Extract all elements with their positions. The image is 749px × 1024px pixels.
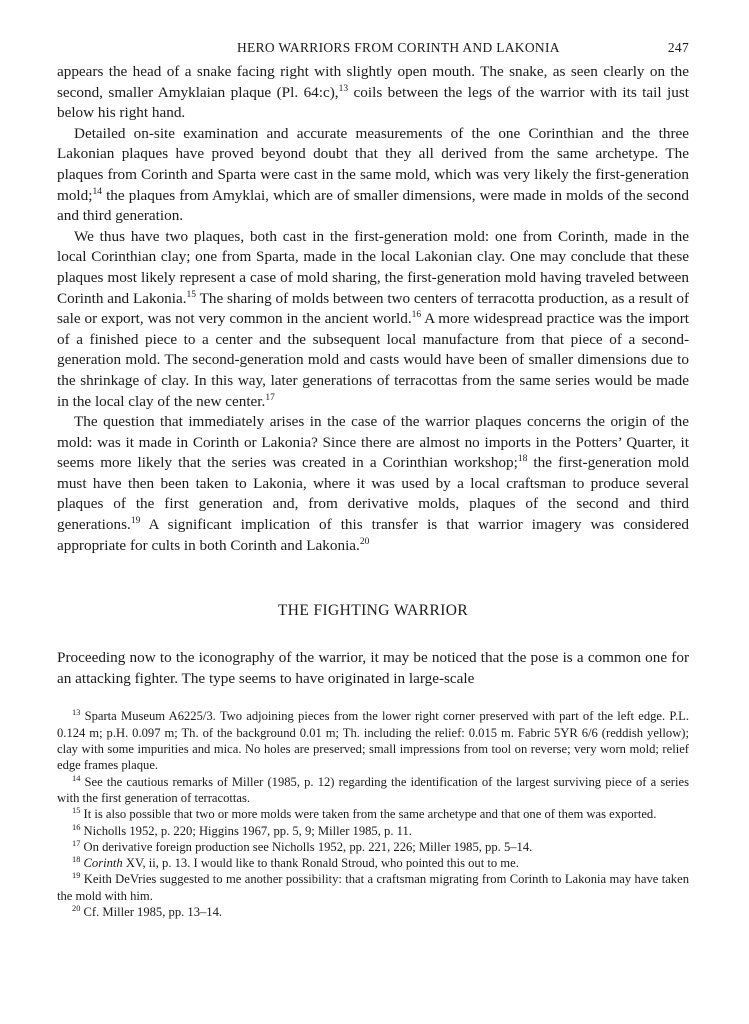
text-run: the plaques from Amyklai, which are of smaller dimensions, were made in molds of the second and third generation. (57, 186, 689, 225)
text-run: Detailed on-site examination and accurate measurements of the one Corinthian and the three Lakonian plaques have proved beyond doubt that they all derived from the same archetype. The plaques from Corinth and Sparta were cast in the same mold, which was very likely the first-generation mold; (57, 124, 689, 204)
text-run: We thus have two plaques, both cast in the first-generation mold: one from Corinth, made in the local Corinthian clay; one from Sparta, made in the local Lakonian clay. One may conclude that these plaques most likely represent a case of mold sharing, the first-generation mold having traveled between Corinth and Lakonia. (57, 227, 689, 307)
text-run: Proceeding now to the iconography of the warrior, it may be noticed that the pose is a common one for an attacking fighter. The type seems to have originated in large-scale (57, 649, 689, 687)
footnote (57, 855, 689, 871)
body-text (57, 62, 689, 689)
text-run: Cf. Miller 1985, pp. 13–14. (80, 905, 223, 919)
paragraph (57, 227, 689, 412)
running-title: HERO WARRIORS FROM CORINTH AND LAKONIA (237, 40, 560, 55)
note-reference: 16 (72, 822, 81, 832)
text-run: the first-generation mold must have then been taken to Lakonia, where it was used by a local craftsman to produce several plaques of the first generation and, from derivative molds, plaques of the second and third generations. (57, 454, 689, 534)
paragraph (57, 412, 689, 556)
note-reference: 13 (72, 708, 81, 718)
footnote (57, 904, 689, 920)
footnote (57, 871, 689, 904)
note-reference: 19 (130, 516, 141, 527)
note-reference: 18 (72, 855, 81, 865)
text-run: The sharing of molds between two centers of terracotta production, as a result of sale or export, was not very common in the ancient world. (57, 289, 689, 328)
paragraph (57, 124, 689, 227)
text-run: appears the head of a snake facing right with slightly open mouth. The snake, as seen clearly on the second, smaller Amyklaian plaque (Pl. 64:c), (57, 63, 689, 101)
paragraph (57, 648, 689, 689)
note-reference: 15 (72, 806, 81, 816)
document-page (57, 40, 689, 920)
text-run: On derivative foreign production see Nicholls 1952, pp. 221, 226; Miller 1985, pp. 5–14. (80, 839, 533, 854)
text-run: A more widespread practice was the import of a finished piece to a center and the subsequent local manufacture from that piece of a second-generation mold. The second-generation mold and casts would have been of smaller dimensions due to the shrinkage of clay. In this way, later generations of terracottas from the same series would be made in the local clay of the new center. (57, 310, 689, 410)
text-run: See the cautious remarks of Miller (1985, p. 12) regarding the identification of the largest surviving piece of a series with the first generation of terracottas. (57, 774, 689, 805)
note-reference: 13 (338, 83, 349, 94)
text-run: A significant implication of this transfer is that warrior imagery was considered appropriate for cults in both Corinth and Lakonia. (57, 516, 689, 554)
footnote (57, 708, 689, 773)
footnotes (57, 708, 689, 920)
footnote (57, 806, 689, 822)
note-reference: 20 (72, 904, 81, 913)
running-head (57, 40, 689, 62)
italic-text: Corinth (83, 856, 123, 871)
section-heading: THE FIGHTING WARRIOR (277, 602, 469, 620)
note-reference: 14 (72, 773, 81, 783)
footnote (57, 823, 689, 839)
note-reference: 16 (411, 310, 422, 321)
text-run: The question that immediately arises in the case of the warrior plaques concerns the origin of the mold: was it made in Corinth or Lakonia? Since there are almost no imports in the Potters’ Quarter, it seems more likely that the series was created in a Corinthian workshop; (57, 413, 689, 472)
footnote (57, 839, 689, 855)
text-run: Keith DeVries suggested to me another possibility: that a craftsman migrating from Corinth to Lakonia may have taken the mold with him. (57, 872, 689, 903)
note-reference: 19 (72, 871, 81, 881)
text-run: Nicholls 1952, p. 220; Higgins 1967, pp. 5, 9; Miller 1985, p. 11. (80, 823, 412, 838)
note-reference: 18 (517, 454, 528, 465)
footnote (57, 774, 689, 807)
page-number: 247 (667, 40, 689, 55)
text-run: It is also possible that two or more molds were taken from the same archetype and that one of them was exported. (80, 807, 657, 822)
note-reference: 14 (92, 186, 102, 197)
note-reference: 17 (265, 392, 275, 403)
paragraph (57, 62, 689, 124)
note-reference: 15 (186, 289, 197, 300)
note-reference: 17 (72, 838, 81, 848)
note-reference: 20 (359, 536, 370, 547)
text-run: XV, ii, p. 13. I would like to thank Ronald Stroud, who pointed this out to me. (122, 856, 519, 871)
text-run: Sparta Museum A6225/3. Two adjoining pieces from the lower right corner preserved with part of the left edge. P.L. 0.124 m; p.H. 0.097 m; Th. of the background 0.01 m; Th. including the relief: 0.015 m. Fabric 5YR 6/6 (reddish yellow); clay with some impurities and mica. No holes are preserved; small impressions from tool on reverse; very worn mold; relief edge frames plaque. (57, 709, 689, 773)
text-run: coils between the legs of the warrior with its tail just below his right hand. (57, 83, 689, 122)
